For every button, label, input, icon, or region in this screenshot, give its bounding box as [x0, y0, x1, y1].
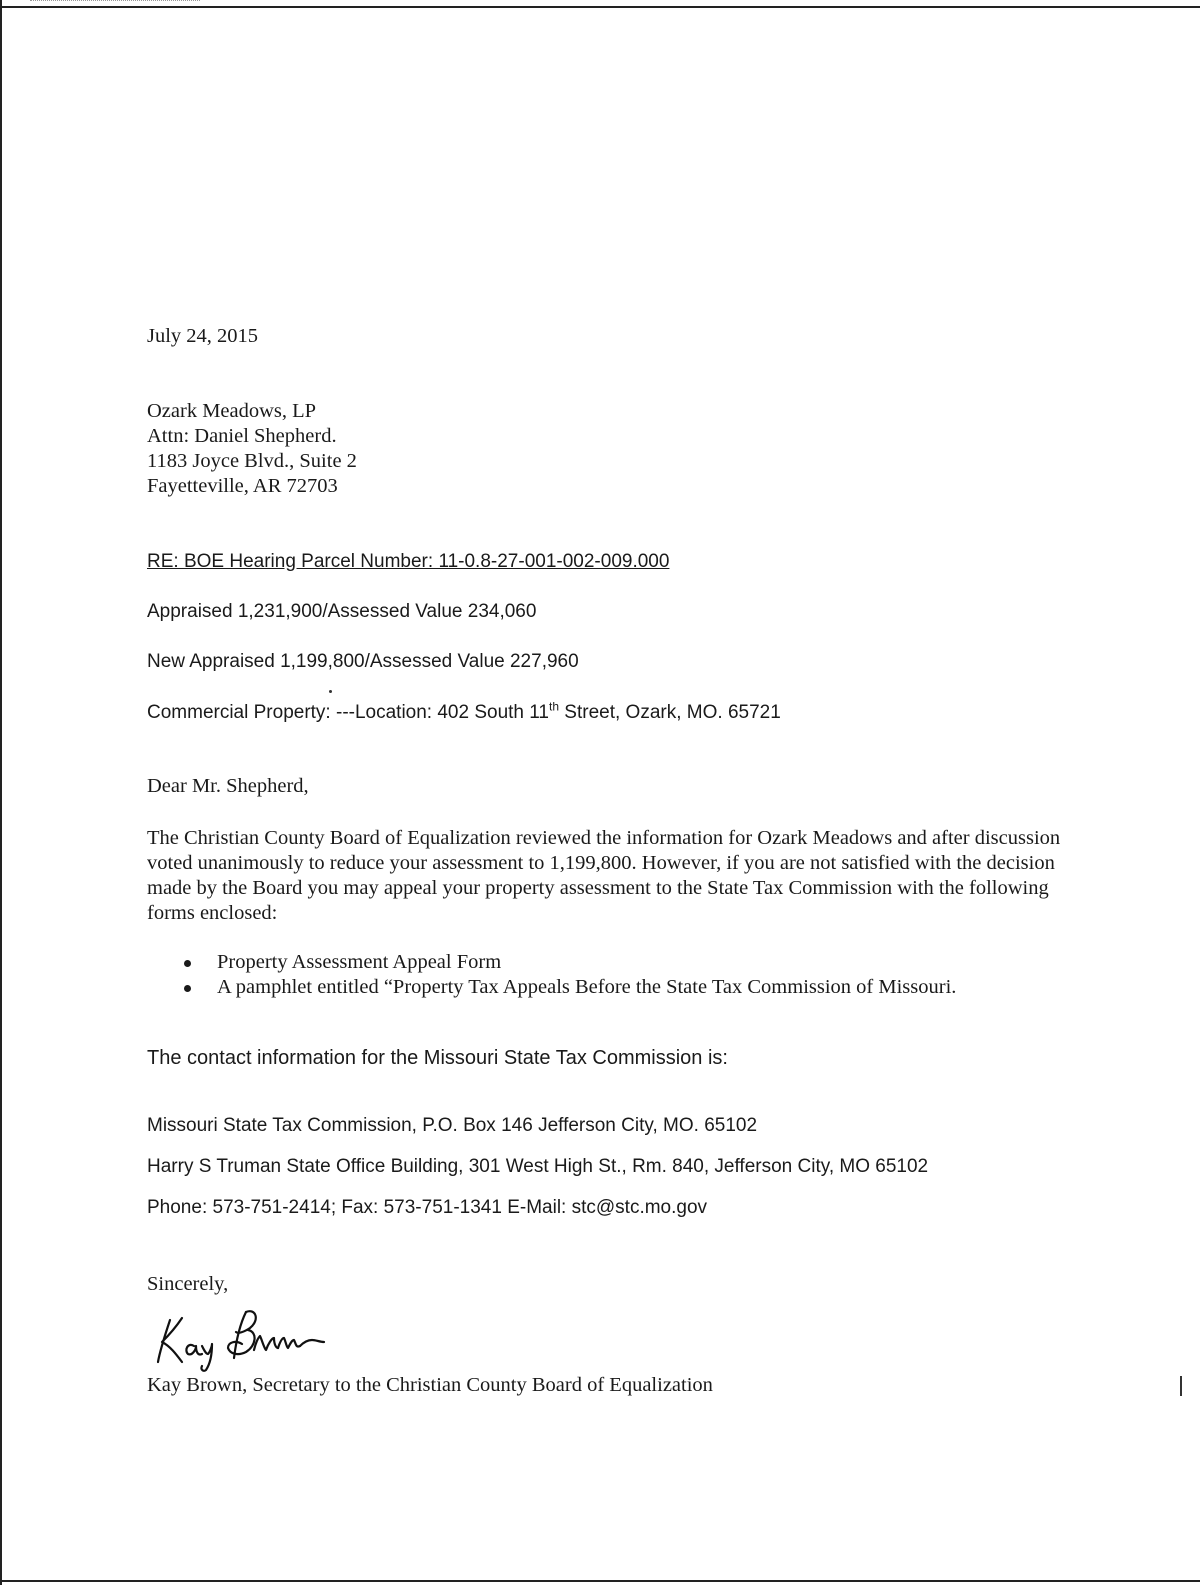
contact-intro: The contact information for the Missouri State Tax Commission is: [147, 1047, 728, 1069]
recipient-street: 1183 Joyce Blvd., Suite 2 [147, 450, 357, 472]
page-left-edge [0, 0, 2, 1585]
recipient-address [147, 399, 357, 499]
recipient-attn: Attn: Daniel Shepherd. [147, 425, 337, 447]
re-line-text: RE: BOE Hearing Parcel Number: 11-0.8-27-001-002-009.000 [147, 551, 670, 572]
bullet-icon [184, 985, 191, 992]
letter-date: July 24, 2015 [147, 325, 259, 347]
property-location-suffix: Street, Ozark, MO. 65721 [559, 702, 781, 723]
enclosure-text: Property Assessment Appeal Form [217, 951, 502, 973]
scan-speck [329, 690, 332, 693]
re-line [147, 550, 669, 574]
body-paragraph: The Christian County Board of Equalization reviewed the information for Ozark Meadows and after discussion voted unanimously to reduce your assessment to 1,199,800. However, if you are not satisfied with the decision made by the Board you may appeal your property assessment to the State Tax Commission with the following forms enclosed: [147, 827, 1061, 924]
scan-header-mark [30, 0, 200, 4]
recipient-name: Ozark Meadows, LP [147, 400, 317, 422]
property-location-superscript: th [549, 699, 560, 714]
property-location-prefix: Commercial Property: ---Location: 402 South 11 [147, 702, 549, 723]
closing: Sincerely, [147, 1273, 229, 1295]
bullet-icon [184, 960, 191, 967]
signer-name-title: Kay Brown, Secretary to the Christian County Board of Equalization [147, 1374, 713, 1396]
handwritten-signature [148, 1302, 348, 1374]
appraised-line: Appraised 1,231,900/Assessed Value 234,060 [147, 601, 537, 622]
enclosure-text: A pamphlet entitled “Property Tax Appeals Before the State Tax Commission of Missouri. [217, 976, 957, 998]
contact-address-2: Harry S Truman State Office Building, 301 West High St., Rm. 840, Jefferson City, MO 65102 [147, 1156, 929, 1177]
page-bottom-edge [0, 1580, 1200, 1582]
list-item [147, 975, 956, 1000]
page-top-edge [0, 6, 1200, 8]
property-location-line [147, 701, 781, 725]
contact-address-1: Missouri State Tax Commission, P.O. Box 146 Jefferson City, MO. 65102 [147, 1115, 758, 1136]
contact-phone-line: Phone: 573-751-2414; Fax: 573-751-1341 E-Mail: stc@stc.mo.gov [147, 1197, 708, 1218]
new-appraised-line: New Appraised 1,199,800/Assessed Value 227,960 [147, 651, 579, 672]
scan-margin-mark [1180, 1376, 1182, 1396]
list-item [147, 950, 956, 975]
recipient-city: Fayetteville, AR 72703 [147, 475, 338, 497]
enclosures-list [147, 950, 956, 1000]
salutation: Dear Mr. Shepherd, [147, 775, 309, 797]
